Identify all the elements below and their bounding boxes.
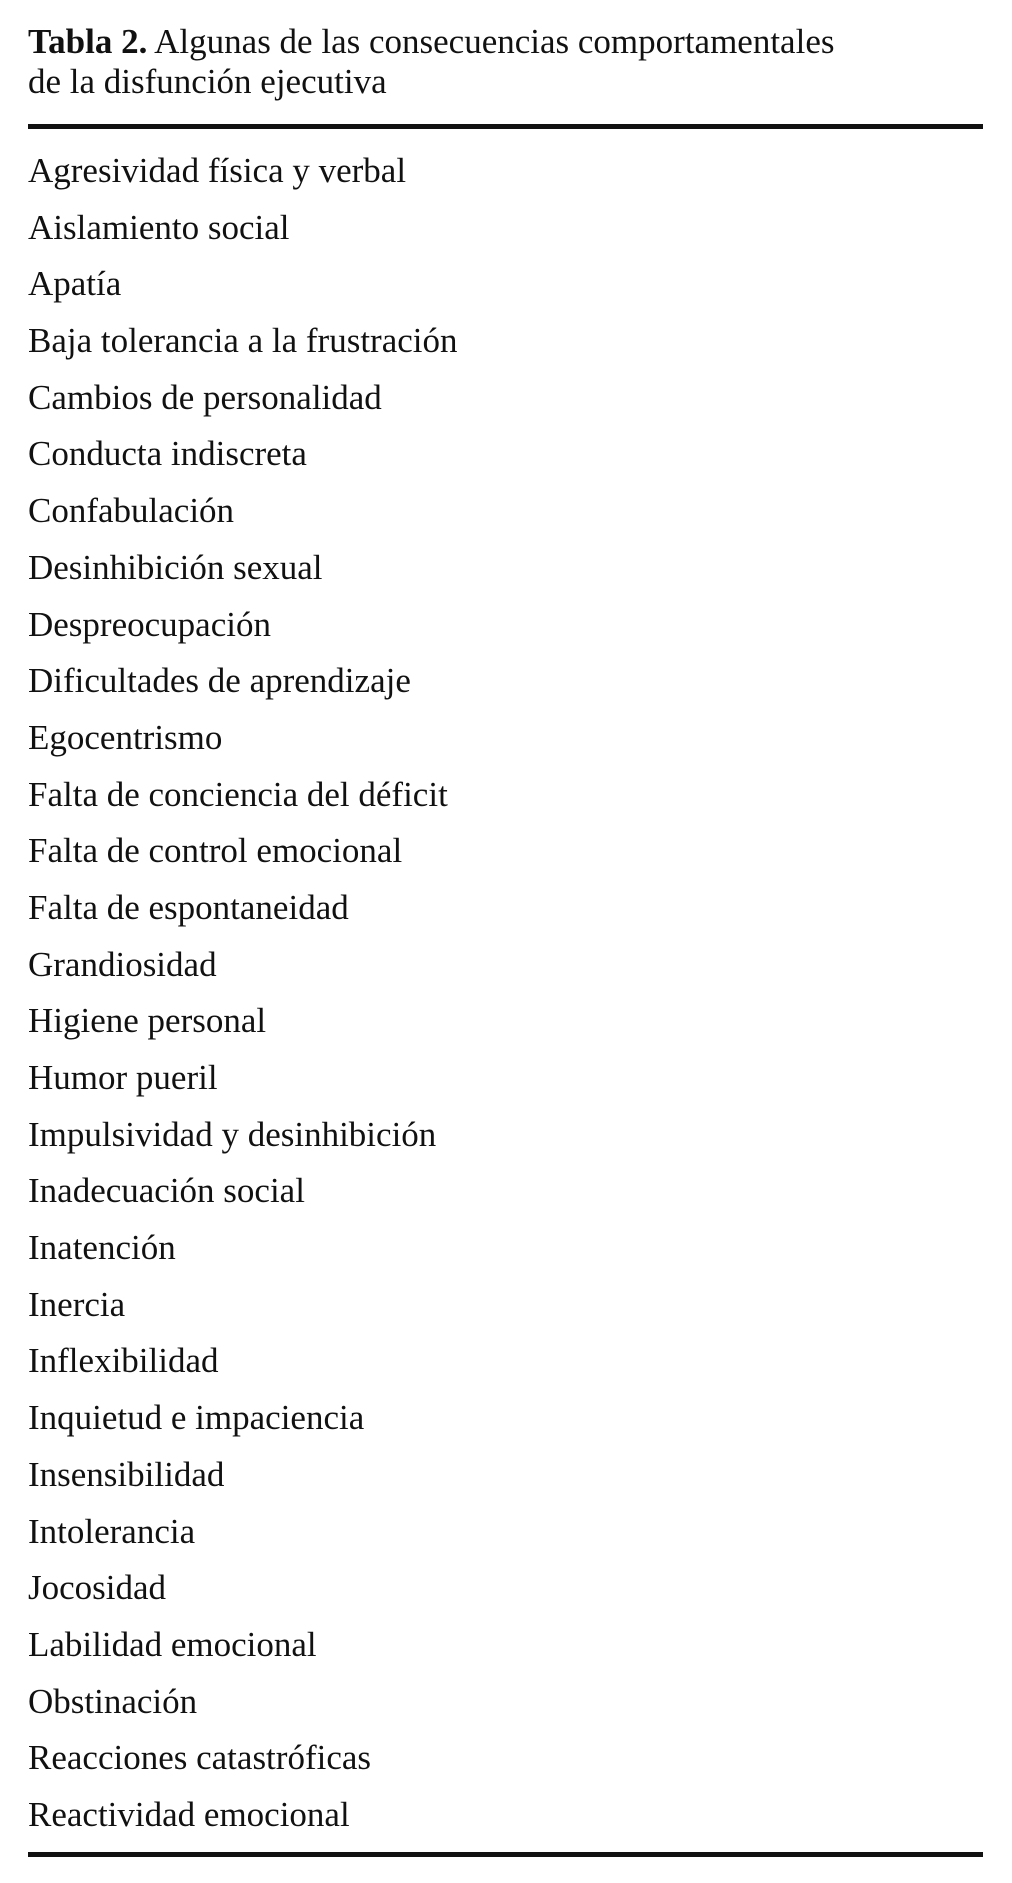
table-row: Labilidad emocional: [28, 1624, 317, 1664]
table-row: Inatención: [28, 1228, 176, 1268]
table-row: Intolerancia: [28, 1511, 196, 1551]
table-row: Inflexibilidad: [28, 1341, 219, 1381]
table-title-line-2: de la disfunción ejecutiva: [28, 62, 387, 101]
table-row: Confabulación: [28, 491, 235, 531]
table-row: Conducta indiscreta: [28, 434, 307, 474]
table-row: Dificultades de aprendizaje: [28, 661, 411, 701]
table-row: Jocosidad: [28, 1568, 167, 1608]
table-number: Tabla 2.: [28, 22, 148, 61]
top-rule: [28, 124, 983, 129]
table-row: Higiene personal: [28, 1001, 267, 1041]
table-row: Impulsividad y desinhibición: [28, 1114, 437, 1154]
table-row: Inadecuación social: [28, 1171, 305, 1211]
table-row: Falta de control emocional: [28, 831, 403, 871]
table-caption: [28, 22, 988, 102]
table-row: Aislamiento social: [28, 207, 290, 247]
table-row: Inquietud e impaciencia: [28, 1398, 365, 1438]
table-row: Agresividad física y verbal: [28, 151, 407, 190]
table-row: Falta de espontaneidad: [28, 887, 349, 927]
table-row: Reactividad emocional: [28, 1794, 350, 1834]
table-row: Baja tolerancia a la frustración: [28, 321, 458, 361]
bottom-rule: [28, 1852, 983, 1857]
table-row: Falta de conciencia del déficit: [28, 774, 448, 814]
table-row: Despreocupación: [28, 604, 271, 644]
table-row: Reacciones catastróficas: [28, 1738, 372, 1778]
table-body: [28, 151, 458, 1852]
table-row: Desinhibición sexual: [28, 547, 323, 587]
table-row: Inercia: [28, 1284, 126, 1324]
table-row: Humor pueril: [28, 1058, 218, 1097]
table-row: Egocentrismo: [28, 717, 223, 757]
table-row: Apatía: [28, 264, 122, 304]
table-row: Grandiosidad: [28, 944, 217, 984]
table-row: Insensibilidad: [28, 1454, 225, 1494]
table-row: Cambios de personalidad: [28, 377, 382, 417]
table-title-line-1: Algunas de las consecuencias comportamentales: [154, 22, 835, 61]
table-row: Obstinación: [28, 1681, 198, 1721]
